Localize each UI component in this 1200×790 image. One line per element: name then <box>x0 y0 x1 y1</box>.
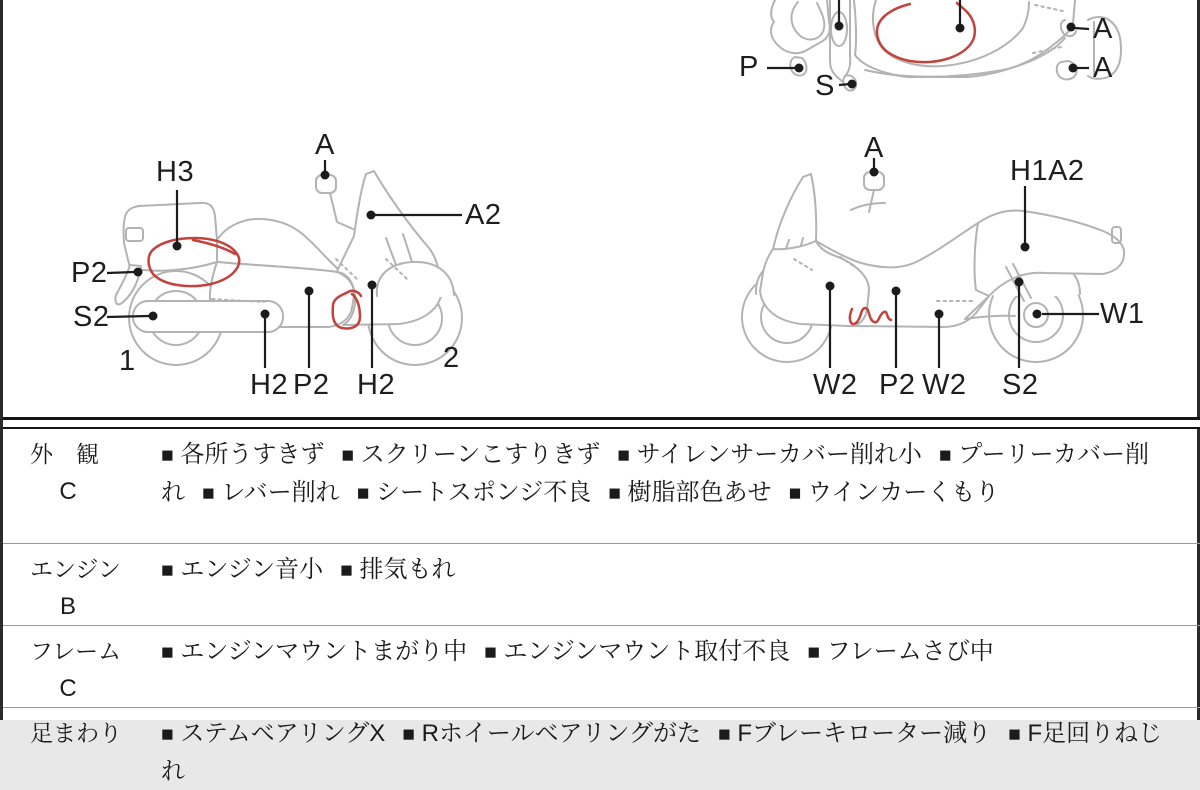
defect-list <box>153 544 1200 589</box>
category-label: 足まわり <box>30 720 122 746</box>
defect-item: ■ Fブレーキローター減り <box>718 720 992 747</box>
bullet-square-icon: ■ <box>938 444 952 467</box>
defect-item: ■ エンジンマウントまがり中 <box>161 638 468 665</box>
diagram-label-h3: H3 <box>156 156 195 188</box>
defect-item: ■ プーリーカバー削れ <box>161 441 1149 506</box>
defect-item: ■ フレームさび中 <box>807 638 994 665</box>
inspection-row-exterior <box>3 429 1200 543</box>
diagram-label-s2-right: S2 <box>1002 369 1039 401</box>
grade-value: C <box>59 478 77 505</box>
diagram-label-s2-left: S2 <box>73 301 110 333</box>
defect-item: ■ スクリーンこすりきず <box>341 441 601 468</box>
diagram-label-a-right: A <box>864 132 884 164</box>
defect-item: ■ 各所うすきず <box>161 441 325 468</box>
defect-item: ■ シートスポンジ不良 <box>356 479 592 506</box>
bullet-square-icon: ■ <box>202 482 215 505</box>
inspection-row-engine <box>3 543 1200 625</box>
defect-item: ■ サイレンサーカバー削れ小 <box>617 441 922 468</box>
bullet-square-icon: ■ <box>161 641 174 664</box>
bullet-square-icon: ■ <box>356 482 370 505</box>
bullet-square-icon: ■ <box>161 559 174 582</box>
inspection-row-undercarriage <box>3 707 1200 790</box>
defect-item: ■ エンジンマウント取付不良 <box>484 638 791 665</box>
diagram-corner-number-1: 1 <box>119 345 136 377</box>
bullet-square-icon: ■ <box>788 482 802 505</box>
defect-item: ■ Rホイールベアリングがた <box>402 720 702 747</box>
diagram-label-w2-right: W2 <box>922 369 967 401</box>
bullet-square-icon: ■ <box>1008 723 1021 746</box>
grade-value: C <box>59 675 77 702</box>
diagram-label-w1: W1 <box>1100 298 1145 330</box>
diagram-label-h2-left: H2 <box>250 369 289 401</box>
defect-item: ■ レバー削れ <box>202 479 340 506</box>
diagram-label-p2-right: P2 <box>879 369 916 401</box>
bullet-square-icon: ■ <box>340 559 353 582</box>
diagram-label-s: S <box>815 70 835 102</box>
diagram-label-a-left: A <box>315 129 335 161</box>
bullet-square-icon: ■ <box>341 444 355 467</box>
diagram-label-a-top-lower: A <box>1093 52 1113 84</box>
diagram-label-a2: A2 <box>465 199 502 231</box>
diagram-label-p2-rear: P2 <box>71 257 108 289</box>
defect-item: ■ 排気もれ <box>340 556 456 583</box>
inspection-table <box>3 429 1200 790</box>
bullet-square-icon: ■ <box>161 444 174 467</box>
defect-list <box>153 626 1200 671</box>
defect-item: ■ F足回りねじれ <box>161 720 1163 785</box>
diagram-section <box>3 0 1200 417</box>
scooter-right-side-view <box>742 172 1124 362</box>
bullet-square-icon: ■ <box>807 641 820 664</box>
diagram-label-h1a2: H1A2 <box>1010 155 1085 187</box>
defect-item: ■ エンジン音小 <box>161 556 324 583</box>
bullet-square-icon: ■ <box>608 482 621 505</box>
table-top-double-rule <box>3 417 1200 429</box>
diagram-label-p2-bottom: P2 <box>293 369 330 401</box>
bullet-square-icon: ■ <box>484 641 497 664</box>
bullet-square-icon: ■ <box>402 723 415 746</box>
diagram-label-p: P <box>739 51 759 83</box>
scooter-left-side-view <box>115 171 462 365</box>
bullet-square-icon: ■ <box>718 723 731 746</box>
defect-item: ■ 樹脂部色あせ <box>608 479 772 506</box>
scooter-diagrams <box>3 0 1200 417</box>
defect-item: ■ ステムベアリングX <box>161 720 386 747</box>
diagram-label-w2-left: W2 <box>813 369 858 401</box>
bullet-square-icon: ■ <box>161 723 174 746</box>
defect-list <box>153 429 1200 512</box>
category-label: 外 観 <box>30 441 99 467</box>
category-label: フレーム <box>30 638 122 664</box>
diagram-corner-number-2: 2 <box>443 342 460 374</box>
grade-value: B <box>59 593 76 620</box>
diagram-label-a-top-upper: A <box>1093 13 1113 45</box>
defect-item: ■ ウインカーくもり <box>788 479 1000 506</box>
category-label: エンジン <box>30 556 121 582</box>
inspection-row-frame <box>3 625 1200 707</box>
bullet-square-icon: ■ <box>617 444 630 467</box>
defect-list <box>153 708 1200 790</box>
diagram-label-h2-right: H2 <box>357 369 396 401</box>
